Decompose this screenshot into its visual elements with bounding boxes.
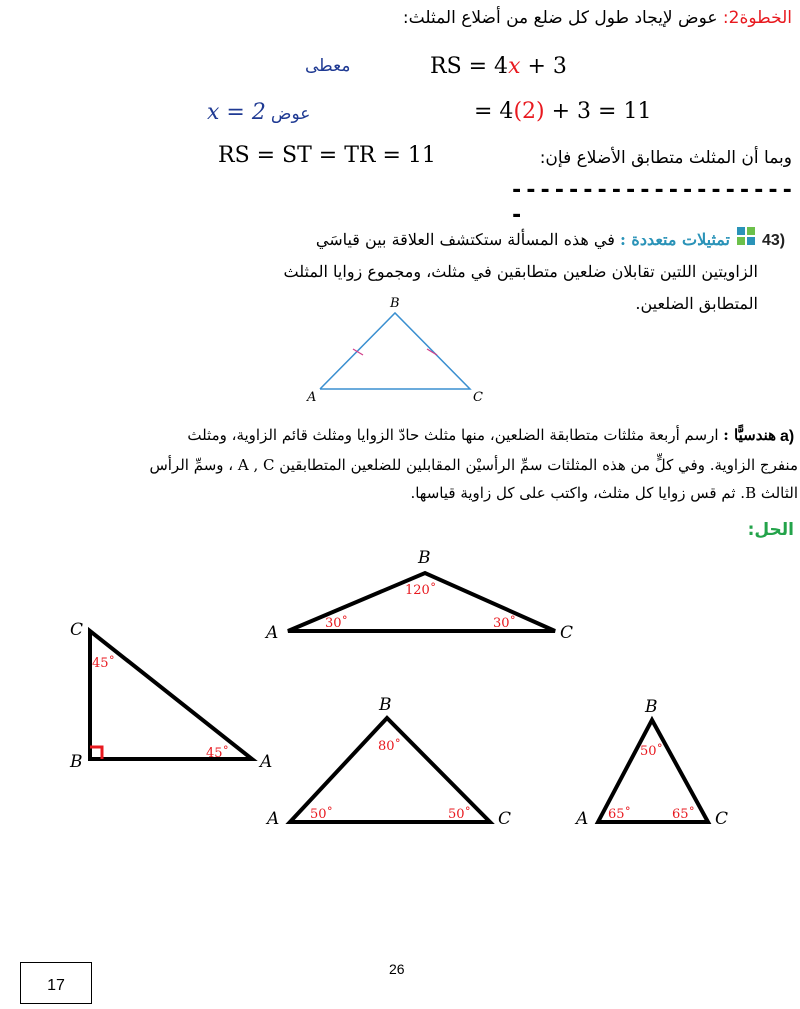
solution-label: الحل: <box>747 520 794 540</box>
step2-line <box>403 8 792 28</box>
question-title: تمثيلات متعددة : <box>619 230 730 249</box>
right-label-b: B <box>70 752 83 772</box>
step2-label: الخطوة2: <box>722 8 792 28</box>
step2-text: عوض لإيجاد طول كل ضلع من أضلاع المثلث: <box>402 8 718 28</box>
right-label-c: C <box>70 620 84 640</box>
obtuse-label-a: A <box>266 623 279 643</box>
triangle-obtuse <box>260 545 590 645</box>
triangle-right <box>60 615 290 775</box>
question-figure <box>295 293 495 403</box>
part-a-line3: الثالث B. ثم قس زوايا كل مثلث، واكتب على كل زاوية قياسها. <box>410 484 798 502</box>
right-angle-c: 45˚ <box>92 656 116 671</box>
obtuse-angle-b: 120˚ <box>405 583 437 598</box>
eq2-suffix: + 3 = 11 <box>551 99 652 124</box>
acute80-label-b: B <box>379 695 392 715</box>
acute80-angle-b: 80˚ <box>378 739 402 754</box>
right-label-a: A <box>260 752 273 772</box>
acute50-label-a: A <box>576 809 589 829</box>
part-a-line2: منفرج الزاوية. وفي كلٍّ من هذه المثلثات سمِّ الرأسيْن المقابلين للضلعين المتطابقين A , C ، وسمِّ الرأس <box>149 456 798 474</box>
acute50-label-c: C <box>715 809 729 829</box>
page-box: 17 <box>20 962 92 1004</box>
eq2-note <box>207 100 310 125</box>
eq1-var: x <box>508 54 521 79</box>
acute50-angle-c: 65˚ <box>672 807 696 822</box>
fig-label-c: C <box>473 390 483 403</box>
page-number: 26 <box>389 961 405 977</box>
right-angle-a: 45˚ <box>206 746 230 761</box>
acute80-angle-a: 50˚ <box>310 807 334 822</box>
obtuse-label-b: B <box>418 548 431 568</box>
eq2-prefix: = 4 <box>474 99 514 124</box>
question-text1: في هذه المسألة ستكتشف العلاقة بين قياسَي <box>315 230 615 249</box>
acute80-label-a: A <box>267 809 280 829</box>
triangle-acute-80 <box>262 690 522 830</box>
fig-label-a: A <box>307 390 317 403</box>
acute50-label-b: B <box>645 697 658 717</box>
puzzle-icon <box>736 226 756 246</box>
triangle-acute-50 <box>572 690 742 830</box>
eq1-rhs: + 3 <box>527 54 567 79</box>
eq1-math <box>430 54 567 79</box>
eq2-math <box>474 99 651 124</box>
obtuse-angle-c: 30˚ <box>493 616 517 631</box>
eq3-text: وبما أن المثلث متطابق الأضلاع فإن: <box>539 148 792 168</box>
question-line1 <box>316 230 730 249</box>
acute80-label-c: C <box>498 809 512 829</box>
obtuse-angle-a: 30˚ <box>325 616 349 631</box>
question-line2: الزاويتين اللتين تقابلان ضلعين متطابقين في مثلث، ومجموع زوايا المثلث <box>283 262 758 281</box>
eq3-math: RS = ST = TR = 11 <box>218 143 436 168</box>
part-a-bold: هندسيًّا : <box>723 426 776 444</box>
separator: --------------------- <box>510 178 795 228</box>
eq1-lhs: RS = 4 <box>430 54 509 79</box>
question-number: 43) <box>762 232 786 249</box>
acute50-angle-b: 50˚ <box>640 744 664 759</box>
eq1-note: معطى <box>305 56 351 76</box>
eq2-sub: (2) <box>513 99 545 124</box>
obtuse-label-c: C <box>560 623 574 643</box>
part-a-line1 <box>187 426 776 444</box>
fig-label-b: B <box>390 296 400 311</box>
part-a-marker: a) <box>780 428 795 445</box>
eq2-note-text: عوض <box>270 104 311 124</box>
eq2-note-math: x = 2 <box>207 100 266 125</box>
acute50-angle-a: 65˚ <box>608 807 632 822</box>
acute80-angle-c: 50˚ <box>448 807 472 822</box>
part-a-text1: ارسم أربعة مثلثات متطابقة الضلعين، منها مثلث حادّ الزوايا ومثلث قائم الزاوية، ومثلث <box>187 426 719 444</box>
question-line3: المتطابق الضلعين. <box>635 294 758 313</box>
